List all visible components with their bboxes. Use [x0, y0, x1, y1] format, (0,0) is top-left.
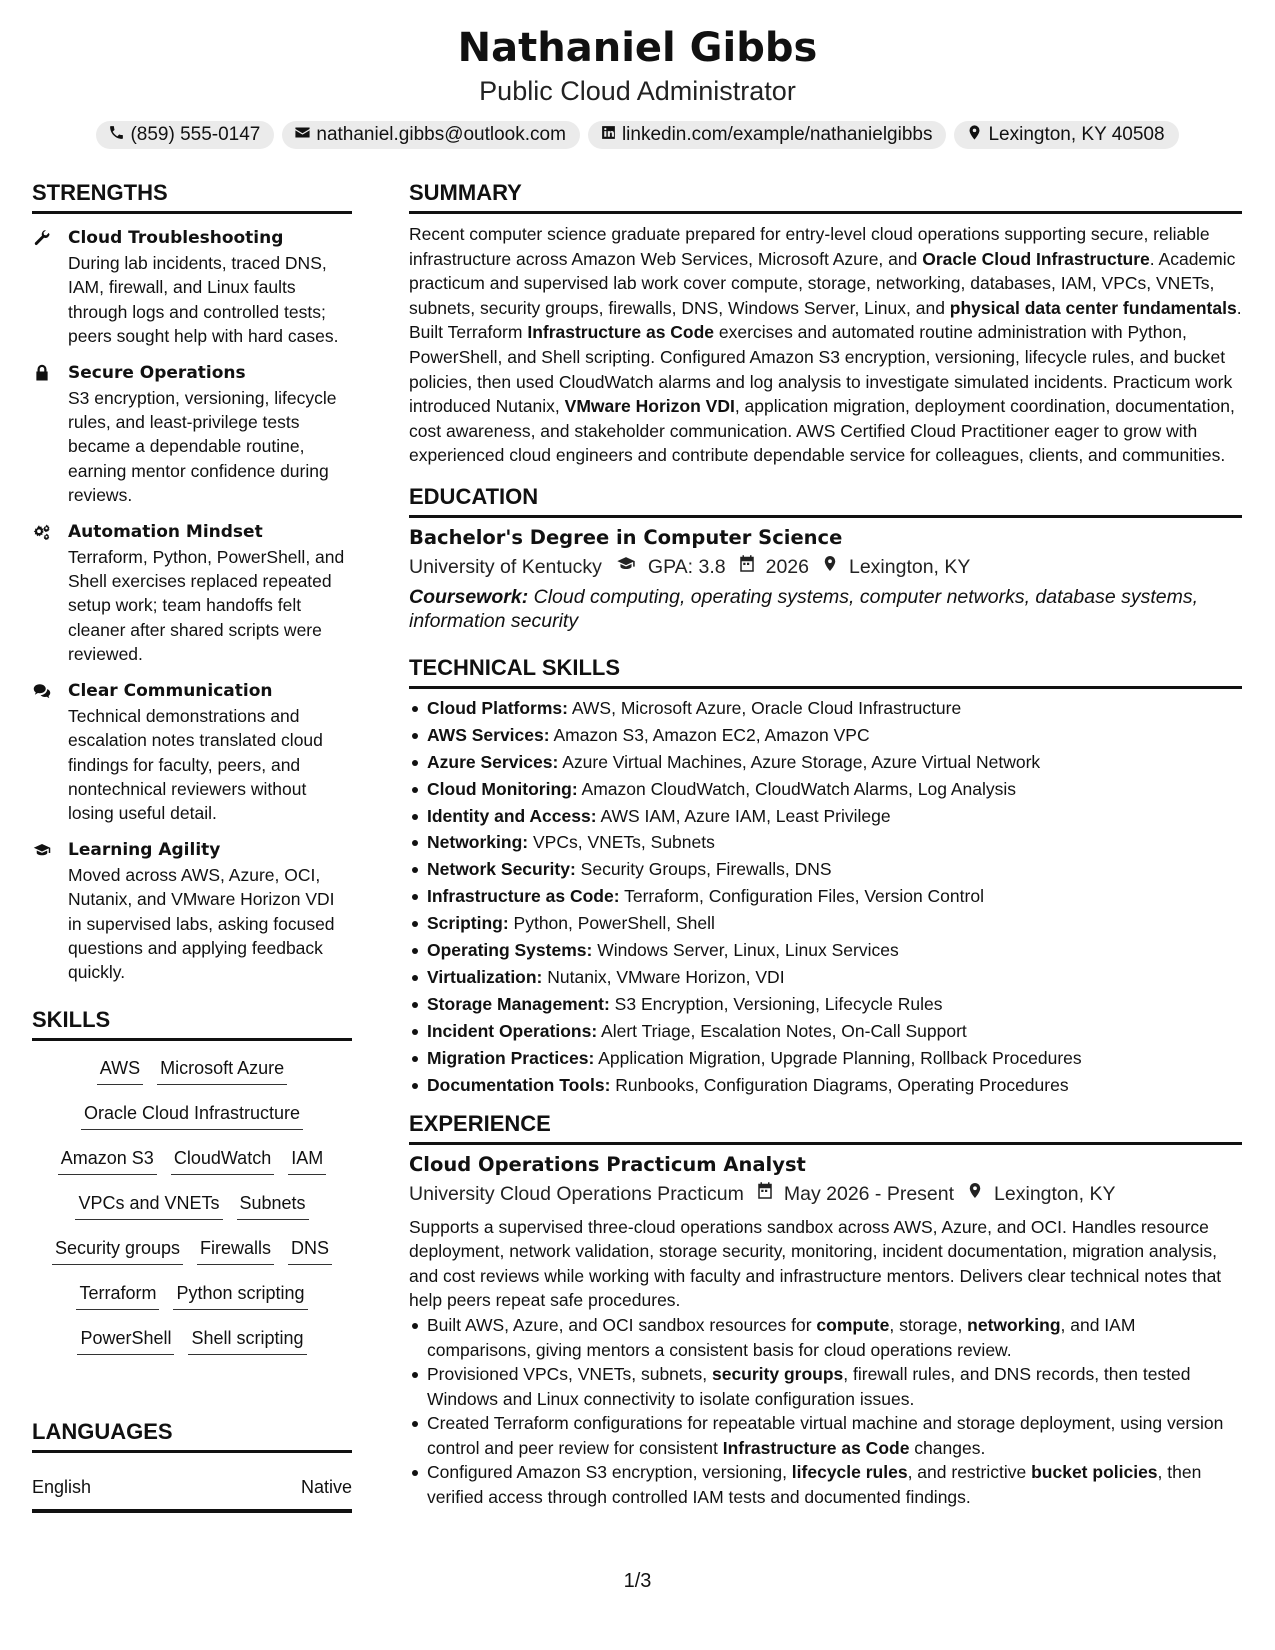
- text-run: Provisioned VPCs, VNETs, subnets,: [427, 1364, 712, 1385]
- technical-skill-item: [409, 883, 1242, 910]
- job-title: Cloud Operations Practicum Analyst: [409, 1152, 806, 1176]
- job-description: Supports a supervised three-cloud operations sandbox across AWS, Azure, and OCI. Handles resource deployment, network validation, storage security, monitoring, incident documentation, migration analysis, and cost reviews while working with faculty and infrastructure mentors. Delivers clear technical notes that help peers repeat safe procedures.: [409, 1216, 1222, 1311]
- skill-tag: Terraform: [76, 1280, 159, 1310]
- skill-category: Operating Systems:: [427, 940, 593, 961]
- skill-category: Networking:: [427, 832, 529, 853]
- experience-heading: EXPERIENCE: [409, 1109, 1242, 1145]
- skill-values: Security Groups, Firewalls, DNS: [575, 859, 832, 880]
- skill-category: Infrastructure as Code:: [427, 886, 620, 907]
- calendar-icon: [744, 1179, 784, 1209]
- skill-tag: VPCs and VNETs: [75, 1190, 222, 1220]
- skill-row: [32, 1100, 352, 1145]
- technical-skill-item: [409, 829, 1242, 856]
- skill-category: Cloud Monitoring:: [427, 778, 578, 799]
- candidate-name: Nathaniel Gibbs: [457, 25, 818, 71]
- coursework-list: Cloud computing, operating systems, computer networks, database systems, information security: [409, 585, 1199, 632]
- skill-values: Runbooks, Configuration Diagrams, Operating Procedures: [610, 1074, 1069, 1095]
- skill-category: Identity and Access:: [427, 805, 597, 826]
- skill-category: Storage Management:: [427, 993, 610, 1014]
- text-run: , application migration, deployment coordination, documentation, cost awareness, and stakeholder communication. AWS Certified Cloud Practitioner eager to grow with experienced cloud engineers and contribute dependable service for colleagues, clients, and communities.: [409, 396, 1235, 466]
- gears-icon: [32, 520, 68, 667]
- calendar-icon: [726, 552, 766, 582]
- emphasis-text: lifecycle rules: [791, 1462, 908, 1483]
- contact-linkedin-text: linkedin.com/example/nathanielgibbs: [621, 124, 933, 145]
- education-meta: [409, 552, 1242, 582]
- page-number: 1/3: [623, 1570, 652, 1592]
- emphasis-text: VMware Horizon VDI: [564, 396, 735, 417]
- strength-item: [32, 226, 352, 349]
- skill-category: Scripting:: [427, 913, 509, 934]
- technical-skills-section: [409, 653, 1242, 1099]
- skill-row: [32, 1055, 352, 1100]
- skills-heading: SKILLS: [32, 1005, 352, 1041]
- skill-values: Application Migration, Upgrade Planning, Rollback Procedures: [594, 1047, 1082, 1068]
- lock-icon: [32, 361, 68, 508]
- strength-text: Technical demonstrations and escalation notes translated cloud findings for faculty, peers, and nontechnical reviewers without losing useful detail.: [68, 705, 323, 824]
- job-meta: [409, 1179, 1242, 1209]
- graduation-cap-icon: [32, 838, 68, 985]
- text-run: . Built Terraform: [409, 297, 1242, 343]
- skill-tag: Security groups: [52, 1235, 183, 1265]
- contact-location: [954, 121, 1178, 149]
- coursework-label: Coursework:: [409, 585, 529, 608]
- job-bullets: [409, 1313, 1242, 1510]
- map-pin-icon: [966, 124, 983, 147]
- skill-tag: Amazon S3: [58, 1145, 157, 1175]
- candidate-title: Public Cloud Administrator: [479, 76, 796, 106]
- text-run: Built AWS, Azure, and OCI sandbox resources for: [427, 1314, 817, 1335]
- emphasis-text: compute: [816, 1314, 890, 1335]
- text-run: Configured Amazon S3 encryption, versioning,: [427, 1462, 792, 1483]
- job-bullet: [409, 1460, 1242, 1509]
- contact-phone[interactable]: [96, 121, 274, 149]
- left-column: [32, 178, 352, 1513]
- strength-title: Automation Mindset: [68, 521, 263, 542]
- skill-values: Terraform, Configuration Files, Version Control: [619, 886, 984, 907]
- strength-item: [32, 520, 352, 667]
- job-bullet: [409, 1362, 1242, 1411]
- strength-item: [32, 361, 352, 508]
- skill-values: AWS IAM, Azure IAM, Least Privilege: [596, 805, 891, 826]
- envelope-icon: [294, 124, 311, 147]
- skill-tag: Microsoft Azure: [157, 1055, 287, 1085]
- skill-category: Documentation Tools:: [427, 1074, 611, 1095]
- skill-tag: Shell scripting: [188, 1325, 306, 1355]
- job-dates: May 2026 - Present: [783, 1182, 955, 1205]
- skills-tag-cloud: [32, 1055, 352, 1370]
- skill-values: Amazon S3, Amazon EC2, Amazon VPC: [549, 724, 870, 745]
- technical-skill-item: [409, 991, 1242, 1018]
- gpa-value: GPA: 3.8: [647, 555, 726, 578]
- skill-tag: AWS: [97, 1055, 143, 1085]
- skill-category: Incident Operations:: [427, 1020, 598, 1041]
- skill-values: VPCs, VNETs, Subnets: [528, 832, 715, 853]
- text-run: , and IAM comparisons, giving mentors a consistent basis for cloud operations review.: [427, 1314, 1136, 1360]
- comments-icon: [32, 679, 68, 826]
- text-run: . Academic practicum and supervised lab work cover compute, storage, networking, databases, IAM, VPCs, VNETs, subnets, security groups, firewalls, DNS, Windows Server, Linux, and: [409, 248, 1236, 318]
- right-column: [409, 178, 1242, 1510]
- contact-email[interactable]: [282, 121, 580, 149]
- strength-text: Moved across AWS, Azure, OCI, Nutanix, and VMware Horizon VDI in supervised labs, asking focused questions and applying feedback quickly.: [68, 864, 335, 983]
- linkedin-icon: [600, 124, 617, 147]
- skill-row: [32, 1235, 352, 1280]
- education-heading: EDUCATION: [409, 482, 1242, 518]
- skill-tag: IAM: [288, 1145, 326, 1175]
- education-section: [409, 482, 1242, 633]
- skill-tag: Oracle Cloud Infrastructure: [81, 1100, 303, 1130]
- skill-row: [32, 1280, 352, 1325]
- text-run: Recent computer science graduate prepared for entry-level cloud operations supporting secure, reliable infrastructure across Amazon Web Services, Microsoft Azure, and: [409, 224, 1210, 269]
- contact-linkedin[interactable]: [588, 121, 947, 149]
- skill-tag: DNS: [288, 1235, 332, 1265]
- skill-tag: Subnets: [237, 1190, 309, 1220]
- technical-skill-item: [409, 722, 1242, 749]
- strength-text: S3 encryption, versioning, lifecycle rules, and least-privilege tests became a dependable routine, earning mentor confidence during reviews.: [68, 387, 337, 506]
- text-run: changes.: [909, 1437, 986, 1458]
- job-location: Lexington, KY: [994, 1182, 1116, 1205]
- skill-values: Windows Server, Linux, Linux Services: [592, 940, 899, 961]
- phone-icon: [108, 124, 125, 147]
- text-run: , then verified access through controlled IAM tests and documented findings.: [427, 1462, 1202, 1508]
- wrench-icon: [32, 226, 68, 349]
- skill-values: Alert Triage, Escalation Notes, On-Call Support: [597, 1020, 967, 1041]
- summary-heading: SUMMARY: [409, 178, 1242, 214]
- emphasis-text: security groups: [711, 1364, 844, 1385]
- text-run: , and restrictive: [907, 1462, 1032, 1483]
- job-org: University Cloud Operations Practicum: [409, 1182, 744, 1205]
- text-run: , firewall rules, and DNS records, then tested Windows and Linux connectivity to isolate configuration issues.: [427, 1364, 1191, 1409]
- technical-skill-item: [409, 964, 1242, 991]
- emphasis-text: networking: [967, 1314, 1061, 1335]
- summary-text: [409, 222, 1242, 468]
- job-bullet: [409, 1313, 1242, 1362]
- strength-title: Cloud Troubleshooting: [68, 228, 284, 248]
- technical-skill-item: [409, 856, 1242, 883]
- technical-skill-item: [409, 695, 1242, 722]
- experience-section: [409, 1109, 1242, 1510]
- strength-item: [32, 679, 352, 826]
- contact-phone-text: (859) 555-0147: [130, 124, 261, 145]
- skill-tag: CloudWatch: [171, 1145, 274, 1175]
- technical-skill-item: [409, 776, 1242, 803]
- technical-skills-heading: TECHNICAL SKILLS: [409, 653, 1242, 689]
- skill-category: Azure Services:: [427, 751, 559, 772]
- skill-values: Nutanix, VMware Horizon, VDI: [542, 967, 785, 987]
- skill-tag: PowerShell: [77, 1325, 174, 1355]
- technical-skill-item: [409, 937, 1242, 964]
- graduation-year: 2026: [765, 555, 809, 578]
- job-bullet: [409, 1411, 1242, 1460]
- language-item: [32, 1475, 352, 1513]
- skill-category: Network Security:: [427, 859, 576, 880]
- strength-title: Secure Operations: [68, 362, 246, 383]
- skill-values: S3 Encryption, Versioning, Lifecycle Rules: [609, 993, 943, 1014]
- language-level: Native: [300, 1476, 352, 1497]
- resume-header: [0, 22, 1275, 149]
- strength-item: [32, 838, 352, 985]
- language-name: English: [32, 1476, 92, 1497]
- text-run: Created Terraform configurations for repeatable virtual machine and storage deployment, using version control and peer review for consistent: [427, 1413, 1224, 1458]
- text-run: exercises and automated routine administration with Python, PowerShell, and Shell scripting. Configured Amazon S3 encryption, versioning, lifecycle rules, and bucket policies, then used CloudWatch alarms and log analysis to investigate simulated incidents. Practicum work introduced Nutanix,: [409, 322, 1233, 417]
- skill-values: Amazon CloudWatch, CloudWatch Alarms, Log Analysis: [577, 778, 1017, 799]
- skill-tag: Firewalls: [197, 1235, 274, 1265]
- school-location: Lexington, KY: [848, 555, 971, 578]
- emphasis-text: physical data center fundamentals: [949, 297, 1237, 318]
- contact-email-text: nathaniel.gibbs@outlook.com: [316, 124, 566, 145]
- emphasis-text: Infrastructure as Code: [527, 322, 715, 343]
- emphasis-text: bucket policies: [1031, 1462, 1158, 1483]
- technical-skill-item: [409, 749, 1242, 776]
- technical-skill-item: [409, 1045, 1242, 1072]
- emphasis-text: Infrastructure as Code: [722, 1437, 910, 1458]
- strength-text: During lab incidents, traced DNS, IAM, firewall, and Linux faults through logs and controlled tests; peers sought help with hard cases.: [68, 253, 339, 347]
- skill-category: Virtualization:: [427, 967, 543, 987]
- technical-skills-list: [409, 695, 1242, 1099]
- technical-skill-item: [409, 1018, 1242, 1045]
- degree-title: Bachelor's Degree in Computer Science: [409, 525, 843, 549]
- strength-title: Clear Communication: [68, 680, 273, 701]
- skill-row: [32, 1145, 352, 1190]
- languages-heading: LANGUAGES: [32, 1417, 352, 1453]
- contact-location-text: Lexington, KY 40508: [988, 124, 1165, 145]
- skill-values: Azure Virtual Machines, Azure Storage, Azure Virtual Network: [558, 751, 1041, 772]
- skill-category: AWS Services:: [427, 724, 550, 745]
- skill-values: Python, PowerShell, Shell: [508, 913, 715, 934]
- map-pin-icon: [809, 552, 849, 582]
- strength-text: Terraform, Python, PowerShell, and Shell exercises replaced repeated setup work; team handoffs felt cleaner after shared scripts were reviewed.: [68, 546, 345, 665]
- strength-title: Learning Agility: [68, 839, 221, 860]
- skill-tag: Python scripting: [173, 1280, 307, 1310]
- contact-bar: [0, 121, 1275, 149]
- technical-skill-item: [409, 910, 1242, 937]
- emphasis-text: Oracle Cloud Infrastructure: [922, 248, 1150, 269]
- school-name: University of Kentucky: [409, 555, 602, 578]
- skill-row: [32, 1190, 352, 1235]
- skill-row: [32, 1325, 352, 1370]
- technical-skill-item: [409, 803, 1242, 830]
- map-pin-icon: [954, 1179, 994, 1209]
- strengths-heading: STRENGTHS: [32, 178, 352, 214]
- graduation-cap-icon: [602, 552, 648, 582]
- text-run: , storage,: [889, 1314, 968, 1335]
- skill-category: Migration Practices:: [427, 1047, 595, 1068]
- technical-skill-item: [409, 1072, 1242, 1099]
- skill-values: AWS, Microsoft Azure, Oracle Cloud Infrastructure: [567, 697, 962, 718]
- skill-category: Cloud Platforms:: [427, 697, 568, 718]
- coursework: [409, 585, 1242, 633]
